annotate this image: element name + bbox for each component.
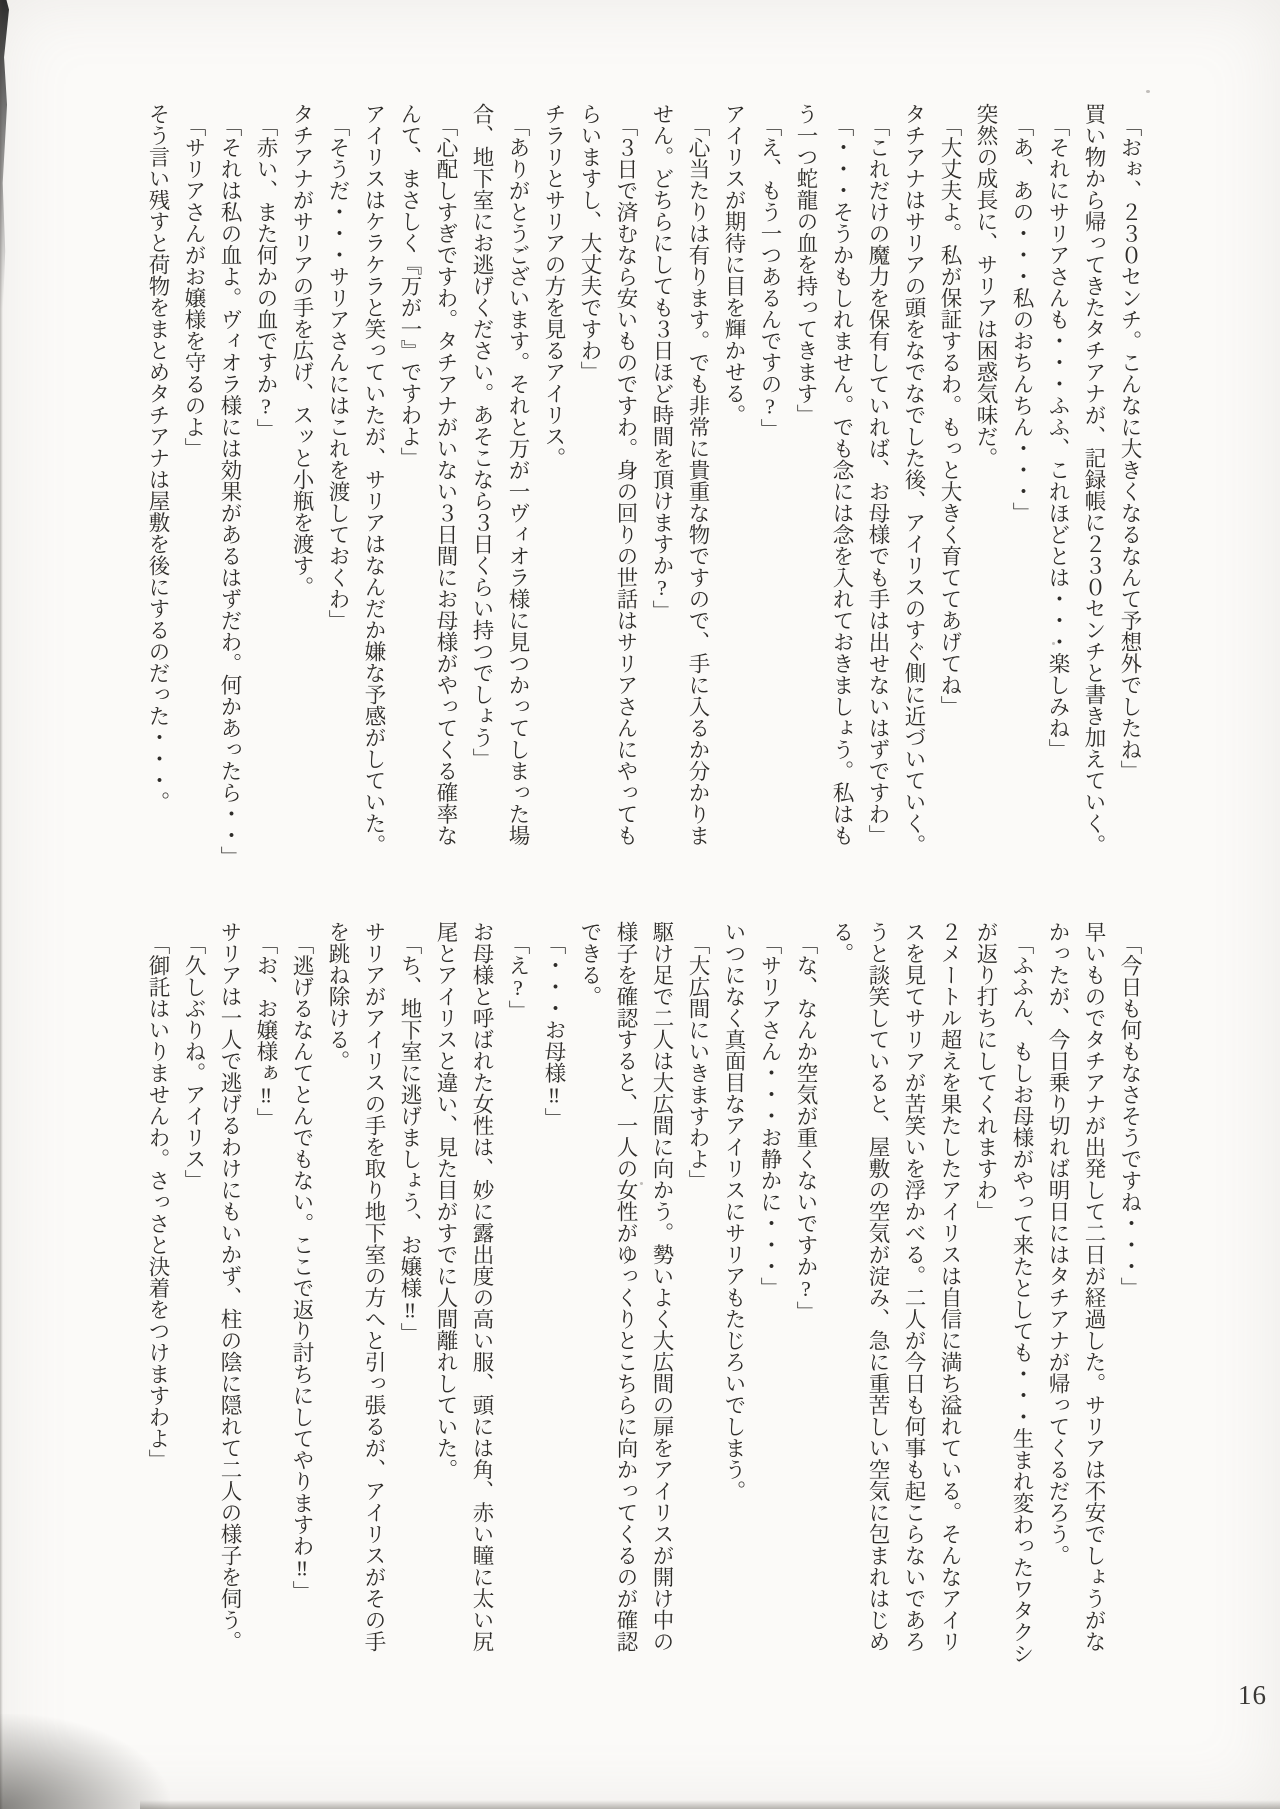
text-line: 様子を確認すると、一人の女性がゆっくりとこちらに向かってくるのが確認 — [614, 921, 638, 1652]
scan-speck — [1146, 90, 1150, 93]
text-line: うと談笑していると、屋敷の空気が淀み、急に重苦しい空気に包まれはじめ — [866, 921, 890, 1652]
text-line: チラリとサリアの方を見るアイリス。 — [542, 103, 566, 469]
text-line: 「あ、あの・・・私のおちんちん・・・」 — [1010, 114, 1034, 524]
text-line: 「それにサリアさんも・・・ふふ、これほどとは・・・楽しみね」 — [1046, 114, 1070, 760]
text-line: いつになく真面目なアイリスにサリアもたじろいでしまう。 — [722, 921, 746, 1502]
scan-artifact-left-edge — [0, 0, 3, 1809]
text-line: スを見てサリアが苦笑いを浮かべる。二人が今日も何事も起こらないであろ — [902, 921, 926, 1652]
text-line: 「え?」 — [506, 932, 530, 1022]
scan-artifact-bottom-left-corner — [0, 1714, 170, 1809]
text-line: 「え、もう一つあるんですの?」 — [758, 114, 782, 440]
text-line: アイリスはケラケラと笑っていたが、サリアはなんだか嫌な予感がしていた。 — [362, 103, 386, 856]
text-line: 「サリアさんがお嬢様を守るのよ」 — [182, 114, 206, 459]
text-line: 「・・・お母様‼」 — [542, 932, 566, 1129]
text-line: 「今日も何もなさそうですね・・・」 — [1118, 932, 1142, 1299]
text-line: アイリスが期待に目を輝かせる。 — [722, 103, 746, 426]
text-line: 「大丈夫よ。私が保証するわ。もっと大きく育ててあげてね」 — [938, 114, 962, 717]
text-line: 「おぉ、２３０センチ。こんなに大きくなるなんて予想外でしたね」 — [1118, 114, 1142, 782]
text-line: う一つ蛇龍の血を持ってきます」 — [794, 103, 818, 426]
text-line: を跳ね除ける。 — [326, 921, 350, 1072]
text-line: 「な、なんか空気が重くないですか?」 — [794, 932, 818, 1323]
text-line: 「心配しすぎですわ。タチアナがいない３日間にお母様がやってくる確率な — [434, 114, 458, 846]
text-line: 「・・・そうかもしれません。でも念には念を入れておきましょう。私はも — [830, 114, 854, 846]
text-line: 「これだけの魔力を保有していれば、お母様でも手は出せないはずですわ」 — [866, 114, 890, 846]
scan-artifact-bottom-edge — [140, 1800, 1280, 1809]
text-line: 駆け足で二人は大広間に向かう。勢いよく大広間の扉をアイリスが開け中の — [650, 921, 674, 1652]
text-line: 「サリアさん・・・お静かに・・・」 — [758, 932, 782, 1299]
text-line: 「久しぶりね。アイリス」 — [182, 932, 206, 1191]
text-line: タチアナはサリアの頭をなでなでした後、アイリスのすぐ側に近づいていく。 — [902, 103, 926, 856]
text-line: 「ふふん、もしお母様がやって来たとしても・・・生まれ変わったワタクシ — [1010, 932, 1034, 1664]
text-line: 尾とアイリスと違い、見た目がすでに人間離れしていた。 — [434, 921, 458, 1480]
text-line: 「心当たりは有ります。でも非常に貴重な物ですので、手に入るか分かりま — [686, 114, 710, 846]
text-line: サリアがアイリスの手を取り地下室の方へと引っ張るが、アイリスがその手 — [362, 921, 386, 1652]
text-line: できる。 — [578, 921, 602, 1007]
text-line: 「お、お嬢様ぁ‼」 — [254, 932, 278, 1129]
text-line: 「御託はいりませんわ。さっさと決着をつけますわよ」 — [146, 932, 170, 1471]
text-line: 「ち、地下室に逃げましょう、お嬢様‼」 — [398, 932, 422, 1344]
text-line: 早いものでタチアナが出発して二日が経過した。サリアは不安でしょうがな — [1082, 921, 1106, 1652]
text-line: 「逃げるなんてとんでもない。ここで返り討ちにしてやりますわ‼」 — [290, 932, 314, 1602]
text-line: 「ありがとうございます。それと万が一ヴィオラ様に見つかってしまった場 — [506, 114, 530, 846]
text-line: タチアナがサリアの手を広げ、スッと小瓶を渡す。 — [290, 103, 314, 598]
top-text-block — [140, 103, 1148, 875]
text-line: らいますし、大丈夫ですわ」 — [578, 103, 602, 383]
text-line: 「それは私の血よ。ヴィオラ様には効果があるはずだわ。何かあったら・・」 — [218, 114, 242, 868]
text-line: お母様と呼ばれた女性は、妙に露出度の高い服、頭には角、赤い瞳に太い尻 — [470, 921, 494, 1652]
text-line: かったが、今日乗り切れば明日にはタチアナが帰ってくるだろう。 — [1046, 921, 1070, 1566]
bottom-text-block — [140, 921, 1148, 1693]
text-line: 「大広間にいきますわよ」 — [686, 932, 710, 1191]
text-line: サリアは一人で逃げるわけにもいかず、柱の陰に隠れて二人の様子を伺う。 — [218, 921, 242, 1652]
text-line: 突然の成長に、サリアは困惑気味だ。 — [974, 103, 998, 469]
text-line: んて、まさしく『万が一』ですわよ」 — [398, 103, 422, 469]
text-line: が返り打ちにしてくれますわ」 — [974, 921, 998, 1222]
text-line: 買い物から帰ってきたタチアナが、記録帳に２３０センチと書き加えていく。 — [1082, 103, 1106, 856]
page-number: 16 — [1238, 1680, 1267, 1710]
text-line: 「３日で済むなら安いものですわ。身の回りの世話はサリアさんにやっても — [614, 114, 638, 846]
text-line: る。 — [830, 921, 854, 964]
text-line: ２メートル超えを果たしたアイリスは自信に満ち溢れている。そんなアイリ — [938, 921, 962, 1652]
scan-artifact-left-binding-mark — [0, 0, 9, 336]
text-line: 「赤い、また何かの血ですか?」 — [254, 114, 278, 440]
text-line: そう言い残すと荷物をまとめタチアナは屋敷を後にするのだった・・・。 — [146, 103, 170, 813]
text-line: 合、地下室にお逃げください。あそこなら３日くらい持つでしょう」 — [470, 103, 494, 770]
text-line: せん。どちらにしても３日ほど時間を頂けますか?」 — [650, 103, 674, 622]
text-line: 「そうだ・・・サリアさんにはこれを渡しておくわ」 — [326, 114, 350, 631]
